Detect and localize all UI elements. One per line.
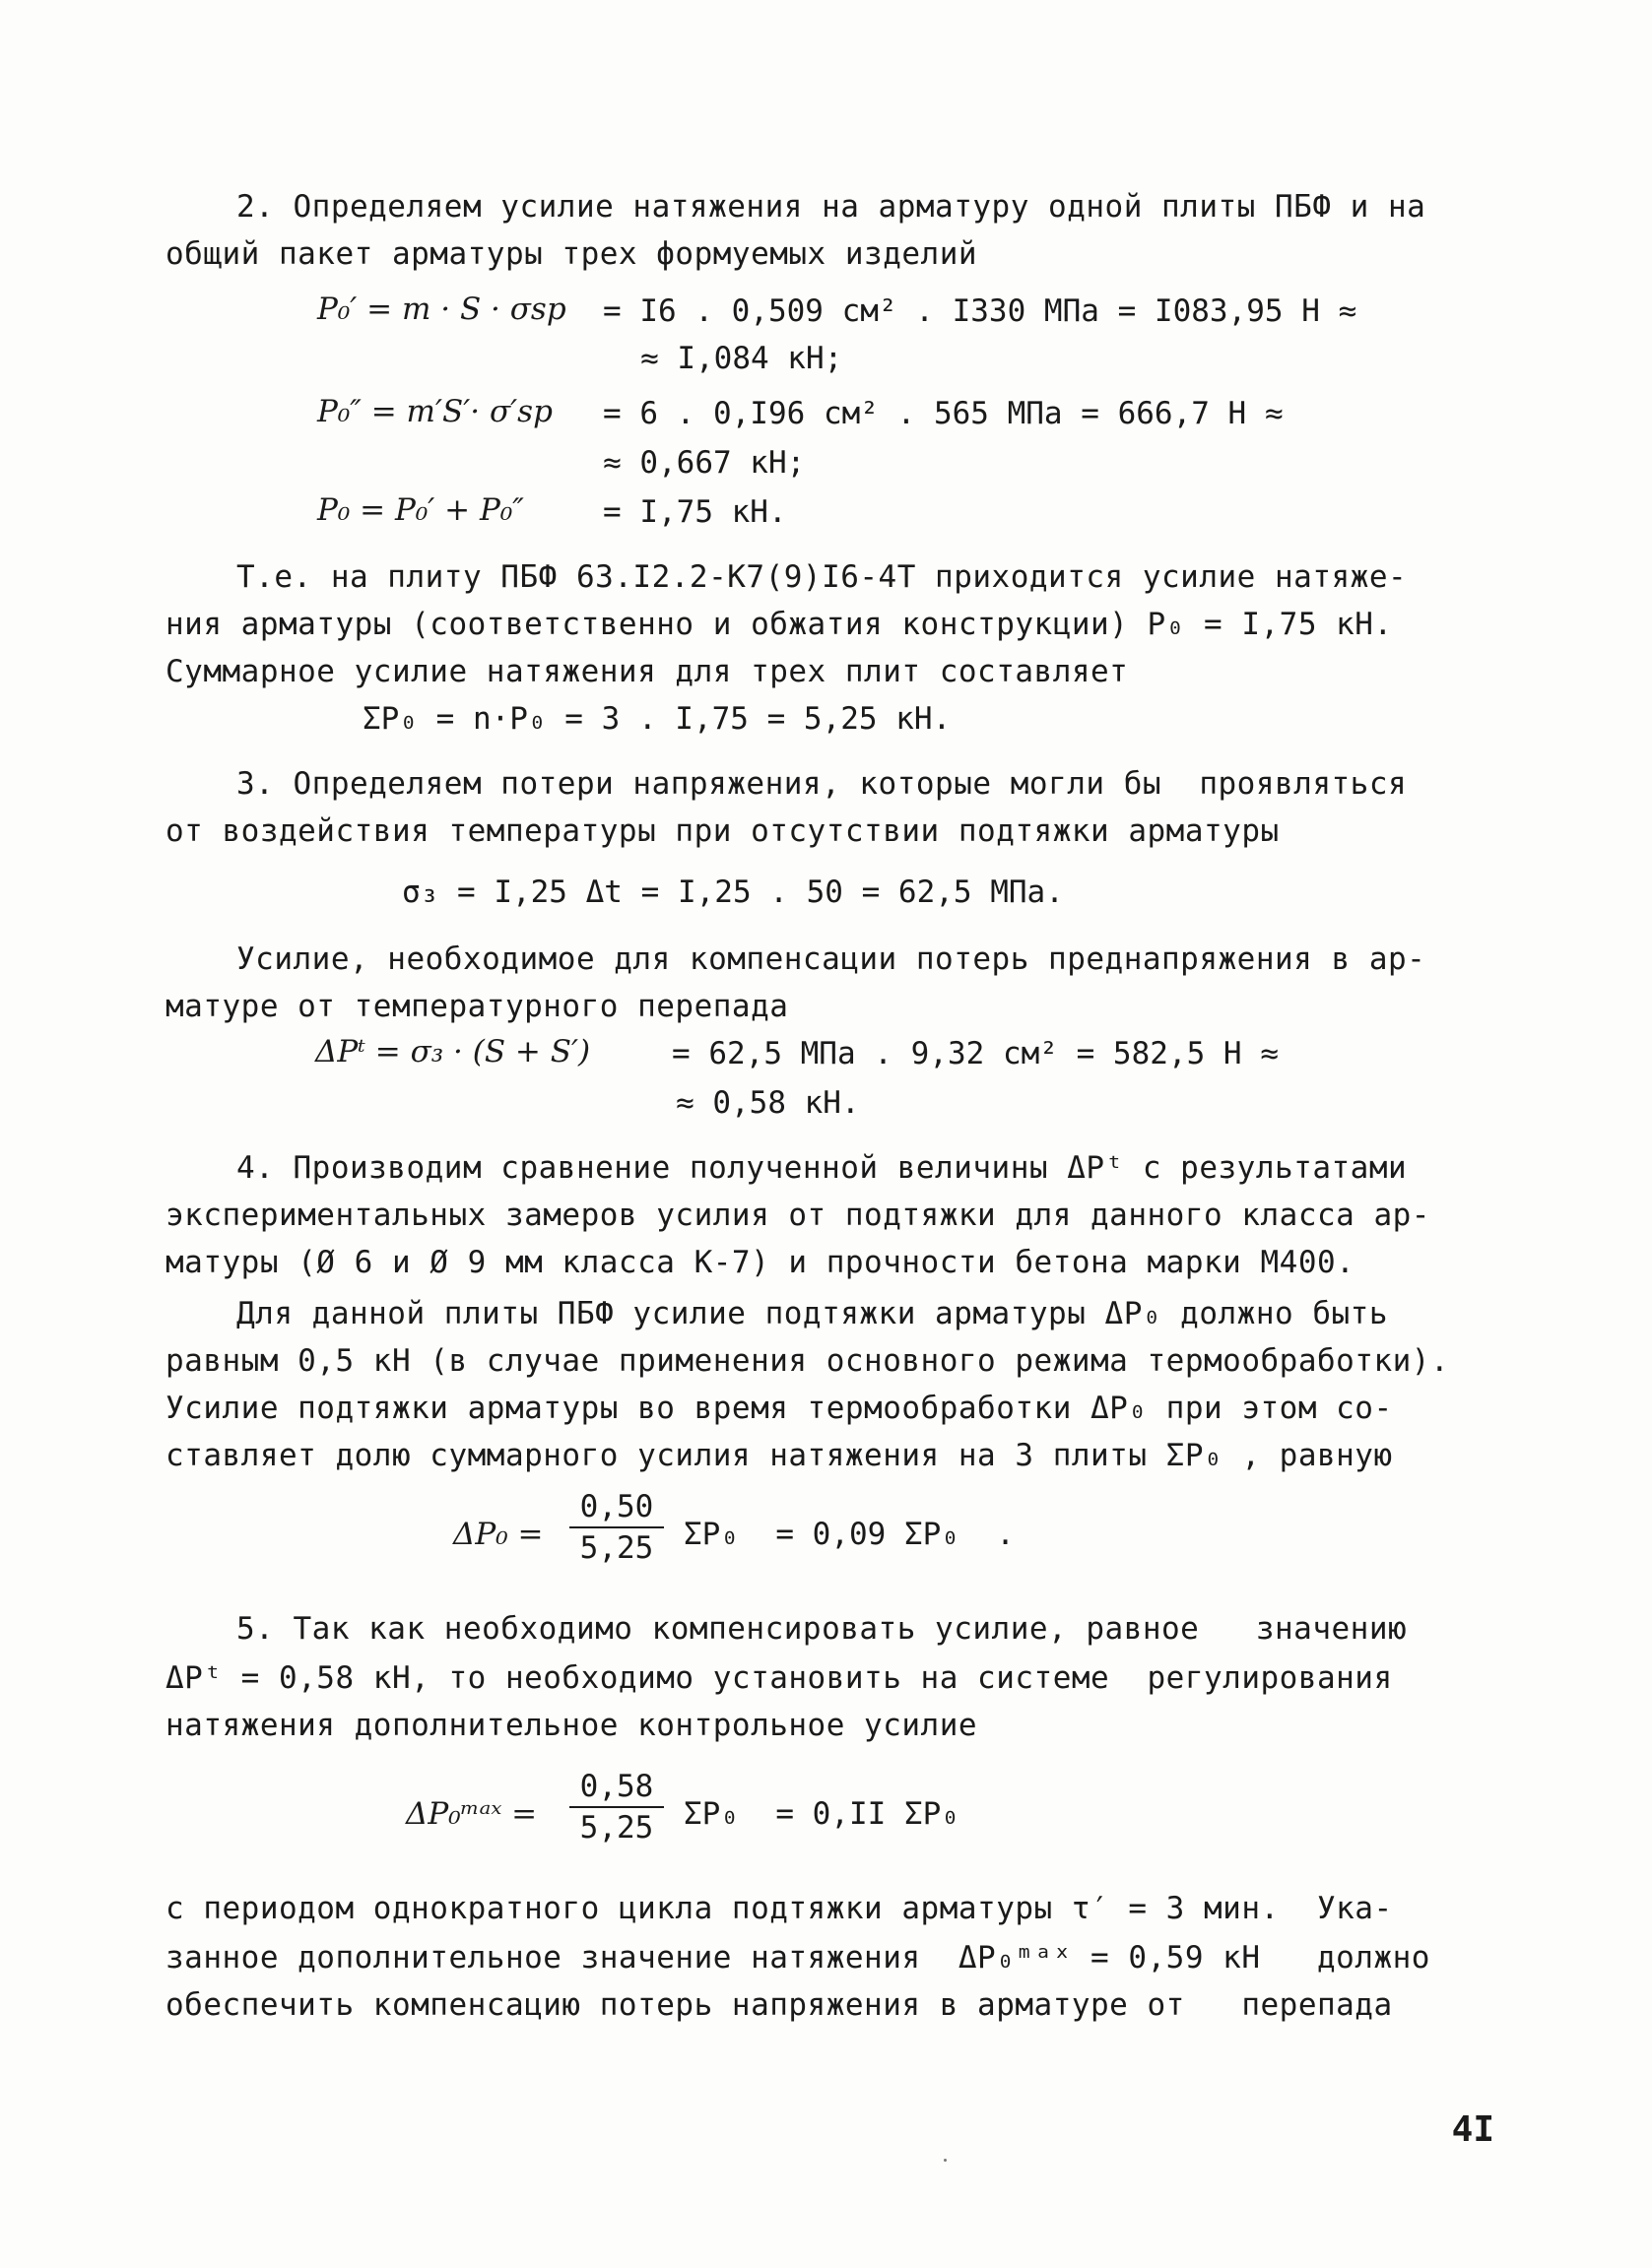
formula-delta-pt-rhs: = 62,5 МПа . 9,32 см² = 582,5 Н ≈ [672, 1036, 1279, 1071]
formula-delta-p0-lhs: ΔP₀ = [453, 1517, 544, 1552]
formula-p0-prime-lhs: P₀′ = m · S · σsp [317, 292, 566, 327]
paragraph-2-line-2: общий пакет арматуры трех формуемых изделий [165, 236, 978, 272]
formula-delta-p0-fraction [569, 1489, 664, 1566]
paragraph-5b-line-2: занное дополнительное значение натяжения ΔP₀ᵐᵃˣ = 0,59 кН должно [165, 1940, 1430, 1976]
formula-delta-p0-rhs: ΣP₀ = 0,09 ΣP₀ . [684, 1517, 1015, 1552]
formula-delta-p0-max-lhs: ΔP₀ᵐᵃˣ = [406, 1796, 538, 1832]
fraction-numerator: 0,50 [569, 1489, 664, 1528]
formula-p0-sum-lhs: P₀ = P₀′ + P₀″ [317, 492, 524, 528]
paragraph-4b-line-4: ставляет долю суммарного усилия натяжения на 3 плиты ΣP₀ , равную [165, 1438, 1393, 1473]
paragraph-2b-line-2: ния арматуры (соответственно и обжатия конструкции) P₀ = I,75 кН. [165, 607, 1393, 642]
paragraph-3-line-1: 3. Определяем потери напряжения, которые могли бы проявляться [236, 766, 1408, 802]
paragraph-4b-line-3: Усилие подтяжки арматуры во время термообработки ΔP₀ при этом со- [165, 1391, 1393, 1426]
formula-p0-double-prime-cont: ≈ 0,667 кН; [603, 445, 806, 481]
scan-speck [944, 2159, 947, 2162]
formula-p0-double-prime-rhs: = 6 . 0,I96 см² . 565 МПа = 666,7 Н ≈ [603, 396, 1284, 431]
formula-sigma3: σ₃ = I,25 Δt = I,25 . 50 = 62,5 МПа. [402, 875, 1064, 910]
page-number: 4I [1451, 2109, 1494, 2150]
formula-sum-p0: ΣP₀ = n·P₀ = 3 . I,75 = 5,25 кН. [363, 701, 952, 737]
formula-p0-sum-rhs: = I,75 кН. [603, 494, 787, 530]
formula-delta-pt-cont: ≈ 0,58 кН. [676, 1085, 860, 1121]
paragraph-4-line-1: 4. Производим сравнение полученной величины ΔPᵗ с результатами [236, 1150, 1408, 1186]
paragraph-5-line-1: 5. Так как необходимо компенсировать усилие, равное значению [236, 1611, 1408, 1647]
paragraph-5-line-3: натяжения дополнительное контрольное усилие [165, 1708, 978, 1743]
formula-p0-prime-rhs: = I6 . 0,509 см² . I330 МПа = I083,95 Н ≈ [603, 293, 1357, 329]
paragraph-3b-line-1: Усилие, необходимое для компенсации потерь преднапряжения в ар- [236, 941, 1426, 977]
formula-p0-double-prime-lhs: P₀″ = m′S′· σ′sp [317, 394, 553, 429]
formula-delta-pt-lhs: ΔPᵗ = σ₃ · (S + S′) [315, 1034, 591, 1069]
formula-p0-prime-cont: ≈ I,084 кН; [640, 341, 843, 376]
paragraph-3b-line-2: матуре от температурного перепада [165, 989, 789, 1024]
fraction-denominator: 5,25 [579, 1530, 654, 1566]
paragraph-3-line-2: от воздействия температуры при отсутствии подтяжки арматуры [165, 813, 1280, 849]
fraction-denominator: 5,25 [579, 1810, 654, 1846]
paragraph-4-line-2: экспериментальных замеров усилия от подтяжки для данного класса ар- [165, 1198, 1430, 1233]
paragraph-2b-line-1: Т.е. на плиту ПБФ 63.I2.2-К7(9)I6-4Т приходится усилие натяже- [236, 559, 1408, 595]
paragraph-5b-line-1: с периодом однократного цикла подтяжки арматуры τ′ = 3 мин. Ука- [165, 1891, 1393, 1926]
paragraph-5-line-2: ΔPᵗ = 0,58 кН, то необходимо установить на системе регулирования [165, 1660, 1393, 1696]
paragraph-2-line-1: 2. Определяем усилие натяжения на арматуру одной плиты ПБФ и на [236, 189, 1426, 225]
fraction-numerator: 0,58 [569, 1769, 664, 1808]
formula-delta-p0-max-fraction [569, 1769, 664, 1846]
paragraph-4-line-3: матуры (Ø 6 и Ø 9 мм класса К-7) и прочности бетона марки М400. [165, 1245, 1355, 1280]
paragraph-4b-line-2: равным 0,5 кН (в случае применения основного режима термообработки). [165, 1343, 1450, 1379]
paragraph-5b-line-3: обеспечить компенсацию потерь напряжения в арматуре от перепада [165, 1987, 1393, 2023]
paragraph-4b-line-1: Для данной плиты ПБФ усилие подтяжки арматуры ΔP₀ должно быть [236, 1296, 1388, 1331]
formula-delta-p0-max-rhs: ΣP₀ = 0,II ΣP₀ [684, 1796, 959, 1832]
paragraph-2b-line-3: Суммарное усилие натяжения для трех плит составляет [165, 654, 1129, 689]
